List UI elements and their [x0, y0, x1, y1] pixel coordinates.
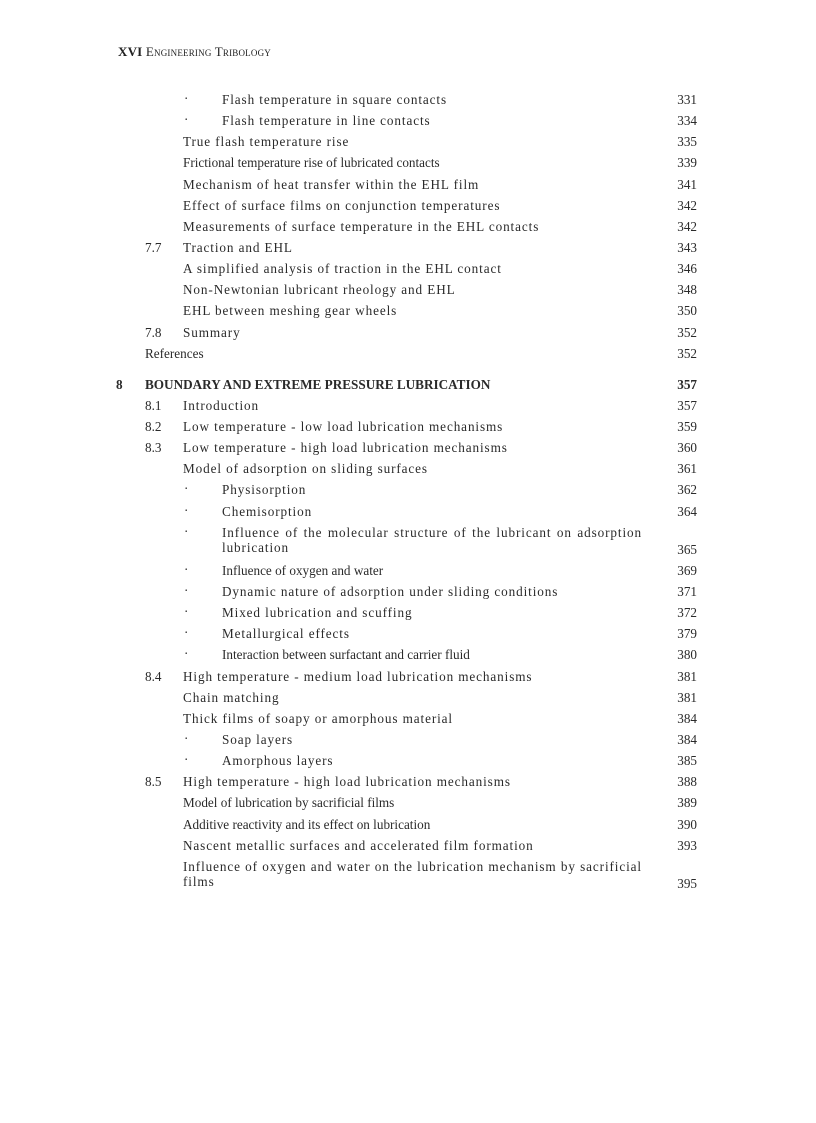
entry-page-number: 361 — [677, 461, 697, 477]
entry-title: BOUNDARY AND EXTREME PRESSURE LUBRICATION — [145, 376, 491, 392]
entry-title: Flash temperature in line contacts — [222, 113, 431, 129]
entry-page-number: 342 — [677, 218, 697, 234]
entry-title: Interaction between surfactant and carrier fluid — [222, 647, 470, 663]
entry-page-number: 379 — [677, 626, 697, 642]
toc-entry — [0, 377, 816, 392]
chapter-number: 8 — [116, 376, 123, 392]
entry-title: Measurements of surface temperature in the EHL contacts — [183, 218, 540, 234]
entry-page-number: 364 — [677, 503, 697, 519]
bullet-marker: · — [184, 561, 189, 577]
entry-title: Influence of oxygen and water — [222, 562, 384, 578]
entry-title: Influence of the molecular structure of the lubricant on adsorption lubrication — [222, 524, 642, 555]
toc-entry — [0, 732, 816, 747]
entry-page-number: 346 — [677, 261, 697, 277]
entry-title: Introduction — [183, 397, 259, 413]
entry-page-number: 389 — [677, 795, 697, 811]
bullet-marker: · — [184, 604, 189, 620]
section-number: 8.1 — [145, 397, 162, 413]
bullet-marker: · — [184, 91, 189, 106]
toc-entry — [0, 219, 816, 234]
entry-title: Flash temperature in square contacts — [222, 92, 448, 107]
entry-page-number: 360 — [677, 440, 697, 456]
entry-page-number: 388 — [677, 774, 697, 790]
entry-page-number: 393 — [677, 837, 697, 853]
bullet-marker: · — [184, 481, 189, 497]
toc-entry — [0, 690, 816, 705]
entry-page-number: 359 — [677, 418, 697, 434]
section-number: 8.2 — [145, 418, 162, 434]
running-header — [118, 44, 271, 60]
toc-entry — [0, 398, 816, 413]
entry-title: Amorphous layers — [222, 753, 334, 769]
entry-page-number: 341 — [677, 176, 697, 192]
section-number: 8.3 — [145, 440, 162, 456]
entry-page-number: 342 — [677, 197, 697, 213]
entry-title: Frictional temperature rise of lubricated contacts — [183, 155, 440, 171]
entry-page-number: 352 — [677, 324, 697, 340]
entry-title: Mixed lubrication and scuffing — [222, 605, 413, 621]
entry-page-number: 372 — [677, 605, 697, 621]
entry-page-number: 350 — [677, 303, 697, 319]
bullet-marker: · — [184, 752, 189, 768]
bullet-marker: · — [184, 112, 189, 128]
table-of-contents — [0, 92, 816, 897]
entry-page-number: 369 — [677, 562, 697, 578]
entry-title: Additive reactivity and its effect on lubrication — [183, 816, 431, 832]
toc-entry — [0, 711, 816, 726]
toc-entry — [0, 563, 816, 578]
entry-page-number: 384 — [677, 731, 697, 747]
entry-title: High temperature - medium load lubrication mechanisms — [183, 668, 533, 684]
toc-entry — [0, 177, 816, 192]
entry-page-number: 365 — [677, 541, 697, 557]
entry-page-number: 381 — [677, 668, 697, 684]
toc-entry — [0, 669, 816, 684]
entry-title: Dynamic nature of adsorption under sliding conditions — [222, 583, 559, 599]
entry-page-number: 334 — [677, 113, 697, 129]
toc-entry — [0, 440, 816, 455]
entry-page-number: 385 — [677, 753, 697, 769]
entry-title: EHL between meshing gear wheels — [183, 303, 398, 319]
entry-title: Thick films of soapy or amorphous material — [183, 710, 453, 726]
toc-entry — [0, 605, 816, 620]
entry-title: Influence of oxygen and water on the lubrication mechanism by sacrificial films — [183, 858, 642, 889]
bullet-marker: · — [184, 625, 189, 641]
toc-entry — [0, 303, 816, 318]
entry-page-number: 331 — [677, 92, 697, 107]
entry-page-number: 362 — [677, 482, 697, 498]
section-number: 7.8 — [145, 324, 162, 340]
toc-entry — [0, 92, 816, 107]
entry-page-number: 343 — [677, 239, 697, 255]
toc-entry — [0, 198, 816, 213]
toc-entry — [0, 325, 816, 340]
toc-entry — [0, 346, 816, 361]
entry-title: References — [145, 345, 204, 361]
bullet-marker: · — [184, 646, 189, 662]
entry-title: True flash temperature rise — [183, 134, 350, 150]
bullet-marker: · — [184, 523, 189, 539]
entry-page-number: 381 — [677, 689, 697, 705]
toc-entry — [0, 525, 816, 557]
toc-entry — [0, 240, 816, 255]
bullet-marker: · — [184, 582, 189, 598]
entry-title: Low temperature - low load lubrication mechanisms — [183, 418, 504, 434]
section-number: 8.5 — [145, 774, 162, 790]
entry-title: Traction and EHL — [183, 239, 293, 255]
entry-title: Model of lubrication by sacrificial films — [183, 795, 395, 811]
section-number: 8.4 — [145, 668, 162, 684]
entry-page-number: 339 — [677, 155, 697, 171]
toc-entry — [0, 482, 816, 497]
entry-page-number: 348 — [677, 282, 697, 298]
entry-title: Low temperature - high load lubrication mechanisms — [183, 440, 508, 456]
toc-entry — [0, 647, 816, 662]
toc-entry — [0, 838, 816, 853]
entry-title: Soap layers — [222, 731, 294, 747]
entry-title: High temperature - high load lubrication mechanisms — [183, 774, 511, 790]
entry-page-number: 395 — [677, 875, 697, 891]
entry-title: Non-Newtonian lubricant rheology and EHL — [183, 282, 456, 298]
entry-page-number: 371 — [677, 583, 697, 599]
entry-page-number: 352 — [677, 345, 697, 361]
toc-entry — [0, 261, 816, 276]
toc-entry — [0, 626, 816, 641]
section-number: 7.7 — [145, 239, 162, 255]
bullet-marker: · — [184, 730, 189, 746]
entry-page-number: 380 — [677, 647, 697, 663]
toc-entry — [0, 584, 816, 599]
toc-entry — [0, 461, 816, 476]
entry-title: Chain matching — [183, 689, 280, 705]
toc-entry — [0, 282, 816, 297]
entry-page-number: 357 — [677, 376, 697, 392]
toc-entry — [0, 134, 816, 149]
entry-title: Metallurgical effects — [222, 626, 350, 642]
toc-entry — [0, 113, 816, 128]
entry-title: Summary — [183, 324, 241, 340]
entry-title: Physisorption — [222, 482, 307, 498]
entry-title: Nascent metallic surfaces and accelerated film formation — [183, 837, 534, 853]
entry-title: Mechanism of heat transfer within the EHL film — [183, 176, 480, 192]
entry-title: Effect of surface films on conjunction temperatures — [183, 197, 501, 213]
page-number: XVI — [118, 44, 143, 59]
bullet-marker: · — [184, 502, 189, 518]
toc-entry — [0, 155, 816, 170]
toc-entry — [0, 504, 816, 519]
toc-entry — [0, 859, 816, 891]
entry-title: A simplified analysis of traction in the EHL contact — [183, 261, 502, 277]
toc-entry — [0, 817, 816, 832]
entry-page-number: 384 — [677, 710, 697, 726]
entry-page-number: 335 — [677, 134, 697, 150]
toc-entry — [0, 795, 816, 810]
book-title: Engineering Tribology — [145, 44, 271, 59]
entry-page-number: 357 — [677, 397, 697, 413]
toc-entry — [0, 419, 816, 434]
toc-entry — [0, 753, 816, 768]
toc-entry — [0, 774, 816, 789]
entry-page-number: 390 — [677, 816, 697, 832]
entry-title: Chemisorption — [222, 503, 313, 519]
entry-title: Model of adsorption on sliding surfaces — [183, 461, 428, 477]
